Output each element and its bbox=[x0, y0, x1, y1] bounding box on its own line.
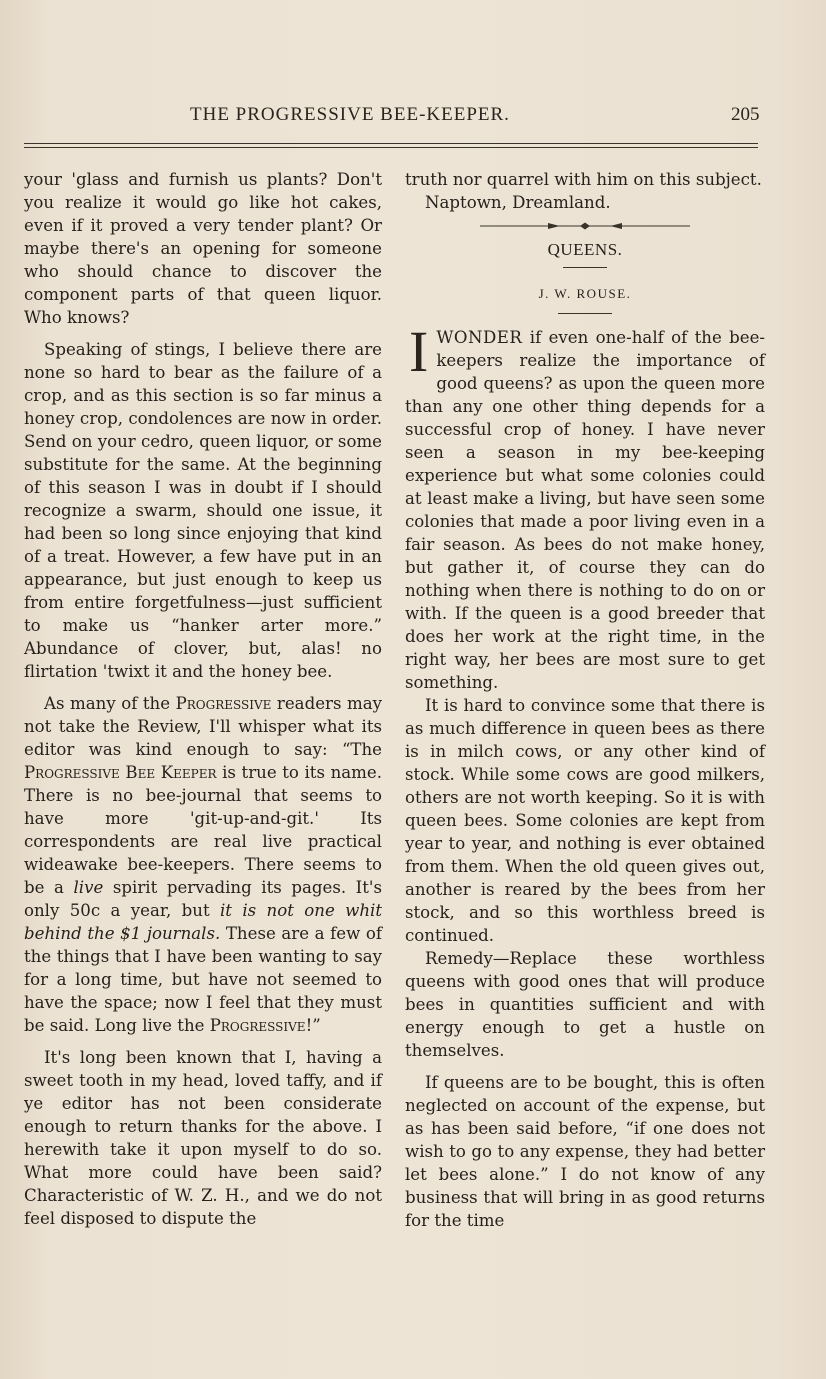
paragraph: It's long been known that I, having a sweet tooth in my head, loved taffy, and if ye editor has not been considerate enough to return thanks for the above. I herewith take it upon myself to do so. What more could have been said? Characteristic of W. Z. H., and we do not feel disposed to dispute the bbox=[24, 1048, 382, 1228]
paragraph: Remedy—Replace these worthless queens with good ones that will produce bees in quantities sufficient and with energy enough to get a hustle on themselves. bbox=[405, 949, 765, 1060]
paragraph: Speaking of stings, I believe there are none so hard to bear as the failure of a crop, and as this section is so far minus a honey crop, condolences are now in order. Send on your cedro, queen liquor, or some substitute for the same. At the beginning of this season I was in doubt if I should recognize a swarm, should one issue, it had been so long since enjoying that kind of a treat. However, a few have put in an appearance, but just enough to keep us from entire forgetfulness—just sufficient to make us “hanker arter more.” Abundance of clover, but, alas! no flirtation 'twixt it and the honey bee. bbox=[24, 340, 382, 681]
right-column bbox=[405, 168, 765, 1232]
title-rule bbox=[563, 267, 607, 268]
article-author: J. W. ROUSE. bbox=[538, 286, 632, 301]
paragraph: If queens are to be bought, this is often neglected on account of the expense, but as has been said before, “if one does not wish to go to any expense, they had better let bees alone.” I do not know of any business that will bring in as good returns for the time bbox=[405, 1073, 765, 1230]
text-run: if even one-half of the bee-keepers realize the importance of good queens? as upon the queen more than any one other thing depends for a successful crop of honey. I have never seen a season in my bee-keeping experience but what some colonies could at least make a living, but have seen some colonies that made a poor living even in a fair season. As bees do not make honey, but gather it, of course they can do nothing when there is nothing to do on or with. If the queen is a good breeder that does her work at the right time, in the right way, her bees are most sure to get something. bbox=[405, 328, 765, 692]
paragraph: your 'glass and furnish us plants? Don't you realize it would go like hot cakes, even if it proved a very tender plant? Or maybe there's an opening for someone who should chance to discover the component parts of that queen liquor. Who knows? bbox=[24, 170, 382, 327]
journal-name: Progressive bbox=[209, 1016, 306, 1035]
page-number: 205 bbox=[731, 104, 760, 125]
paragraph: truth nor quarrel with him on this subject. bbox=[405, 170, 762, 189]
journal-name: Progressive Bee Keeper bbox=[24, 763, 217, 782]
text-run: spirit pervading its pages. It's only 50c a year, but bbox=[24, 878, 382, 920]
left-column bbox=[24, 168, 382, 1230]
text-run: These are a few of the things that I have been wanting to say for a long time, but have not seemed to have the space; now I feel that they must be said. Long live the bbox=[24, 924, 382, 1035]
signoff: Naptown, Dreamland. bbox=[425, 193, 611, 212]
author-rule bbox=[558, 313, 612, 314]
text-run: is true to its name. There is no bee-journal that seems to have more 'git-up-and-git.' Its correspondents are real live practical wideawake bee-keepers. There seems to be a bbox=[24, 763, 382, 897]
emphasis: it is not one whit behind the $1 journals. bbox=[24, 901, 383, 943]
page-header bbox=[0, 104, 826, 130]
text-run: !” bbox=[305, 1016, 321, 1035]
ornament-divider-icon bbox=[480, 220, 690, 232]
header-rule bbox=[24, 143, 758, 144]
paragraph bbox=[24, 692, 382, 1037]
drop-cap: I bbox=[409, 319, 429, 384]
article-title: QUEENS. bbox=[547, 240, 623, 259]
paragraph: It is hard to convince some that there is as much difference in queen bees as there is in milch cows, or any other kind of stock. While some cows are good milkers, others are not worth keeping. So it is with queen bees. Some colonies are kept from year to year, and nothing is ever obtained from them. When the old queen gives out, another is reared by the bees from her stock, and so this worthless breed is continued. bbox=[405, 696, 765, 945]
text-run: readers may not take the Review, I'll whisper what its editor was kind enough to say: “The bbox=[24, 694, 382, 759]
running-head: THE PROGRESSIVE BEE-KEEPER. bbox=[190, 104, 510, 125]
lead-word: WONDER bbox=[436, 328, 523, 347]
journal-name: Progressive bbox=[175, 694, 272, 713]
emphasis: live bbox=[73, 878, 104, 897]
paragraph bbox=[405, 319, 765, 694]
text-run: As many of the bbox=[44, 694, 176, 713]
header-rule-lower bbox=[24, 147, 758, 148]
